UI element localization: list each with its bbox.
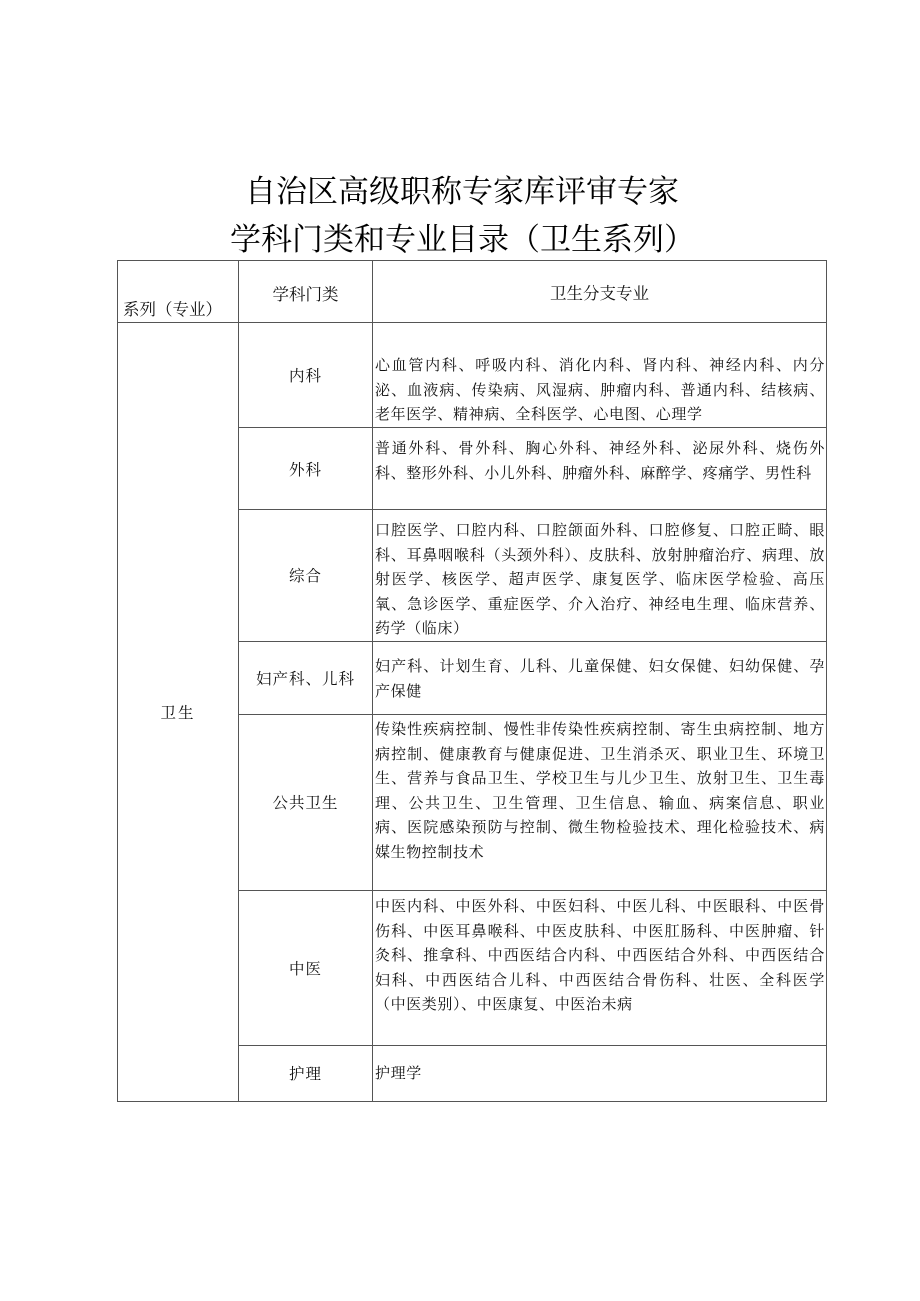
category-label: 护理 — [288, 1065, 322, 1084]
specialties-cell: 普通外科、骨外科、胸心外科、神经外科、泌尿外科、烧伤外科、整形外科、小儿外科、肿瘤外科、麻醉学、疼痛学、男性科 — [373, 428, 827, 510]
specialties-cell: 心血管内科、呼吸内科、消化内科、肾内科、神经内科、内分泌、血液病、传染病、风湿病、肿瘤内科、普通内科、结核病、老年医学、精神病、全科医学、心电图、心理学 — [373, 323, 827, 428]
header-specialty-cell — [373, 261, 827, 323]
category-label: 外科 — [288, 460, 322, 479]
table-row — [118, 323, 827, 428]
series-label: 卫生 — [160, 703, 196, 722]
specialties-cell: 传染性疾病控制、慢性非传染性疾病控制、寄生虫病控制、地方病控制、健康教育与健康促进、卫生消杀灭、职业卫生、环境卫生、营养与食品卫生、学校卫生与儿少卫生、放射卫生、卫生毒理、公共卫生、卫生管理、卫生信息、输血、病案信息、职业病、医院感染预防与控制、微生物检验技术、理化检验技术、病媒生物控制技术 — [373, 714, 827, 890]
header-specialty-label: 卫生分支专业 — [550, 283, 649, 303]
category-label: 中医 — [288, 959, 322, 978]
category-label: 公共卫生 — [272, 794, 339, 813]
specialties-cell: 中医内科、中医外科、中医妇科、中医儿科、中医眼科、中医骨伤科、中医耳鼻喉科、中医皮肤科、中医肛肠科、中医肿瘤、针灸科、推拿科、中西医结合内科、中西医结合外科、中西医结合妇科、中西医结合儿科、中西医结合骨伤科、壮医、全科医学（中医类别）、中医康复、中医治未病 — [373, 890, 827, 1045]
category-label: 综合 — [288, 567, 322, 586]
category-label: 内科 — [288, 367, 322, 385]
page-title-line-2: 学科门类和专业目录（卫生系列） — [230, 222, 695, 258]
specialties-cell: 妇产科、计划生育、儿科、儿童保健、妇女保健、妇幼保健、孕产保健 — [373, 641, 827, 714]
category-cell — [239, 510, 373, 642]
header-category-label: 学科门类 — [272, 285, 339, 304]
category-label: 妇产科、儿科 — [255, 669, 355, 688]
table-header-row — [118, 261, 827, 323]
category-cell — [239, 323, 373, 428]
category-cell — [239, 1045, 373, 1101]
category-cell — [239, 428, 373, 510]
category-cell — [239, 714, 373, 890]
page-title-line-1: 自治区高级职称专家库评审专家 — [245, 174, 679, 210]
specialty-catalog-table — [117, 260, 827, 1102]
header-series-cell — [118, 261, 239, 323]
specialties-cell: 护理学 — [373, 1045, 827, 1101]
header-series-label: 系列（专业） — [123, 300, 222, 319]
category-cell — [239, 890, 373, 1045]
category-cell — [239, 641, 373, 714]
header-category-cell — [239, 261, 373, 323]
series-cell — [118, 323, 239, 1102]
specialties-cell: 口腔医学、口腔内科、口腔颌面外科、口腔修复、口腔正畸、眼科、耳鼻咽喉科（头颈外科）、皮肤科、放射肿瘤治疗、病理、放射医学、核医学、超声医学、康复医学、临床医学检验、高压氧、急诊医学、重症医学、介入治疗、神经电生理、临床营养、药学（临床） — [373, 510, 827, 642]
